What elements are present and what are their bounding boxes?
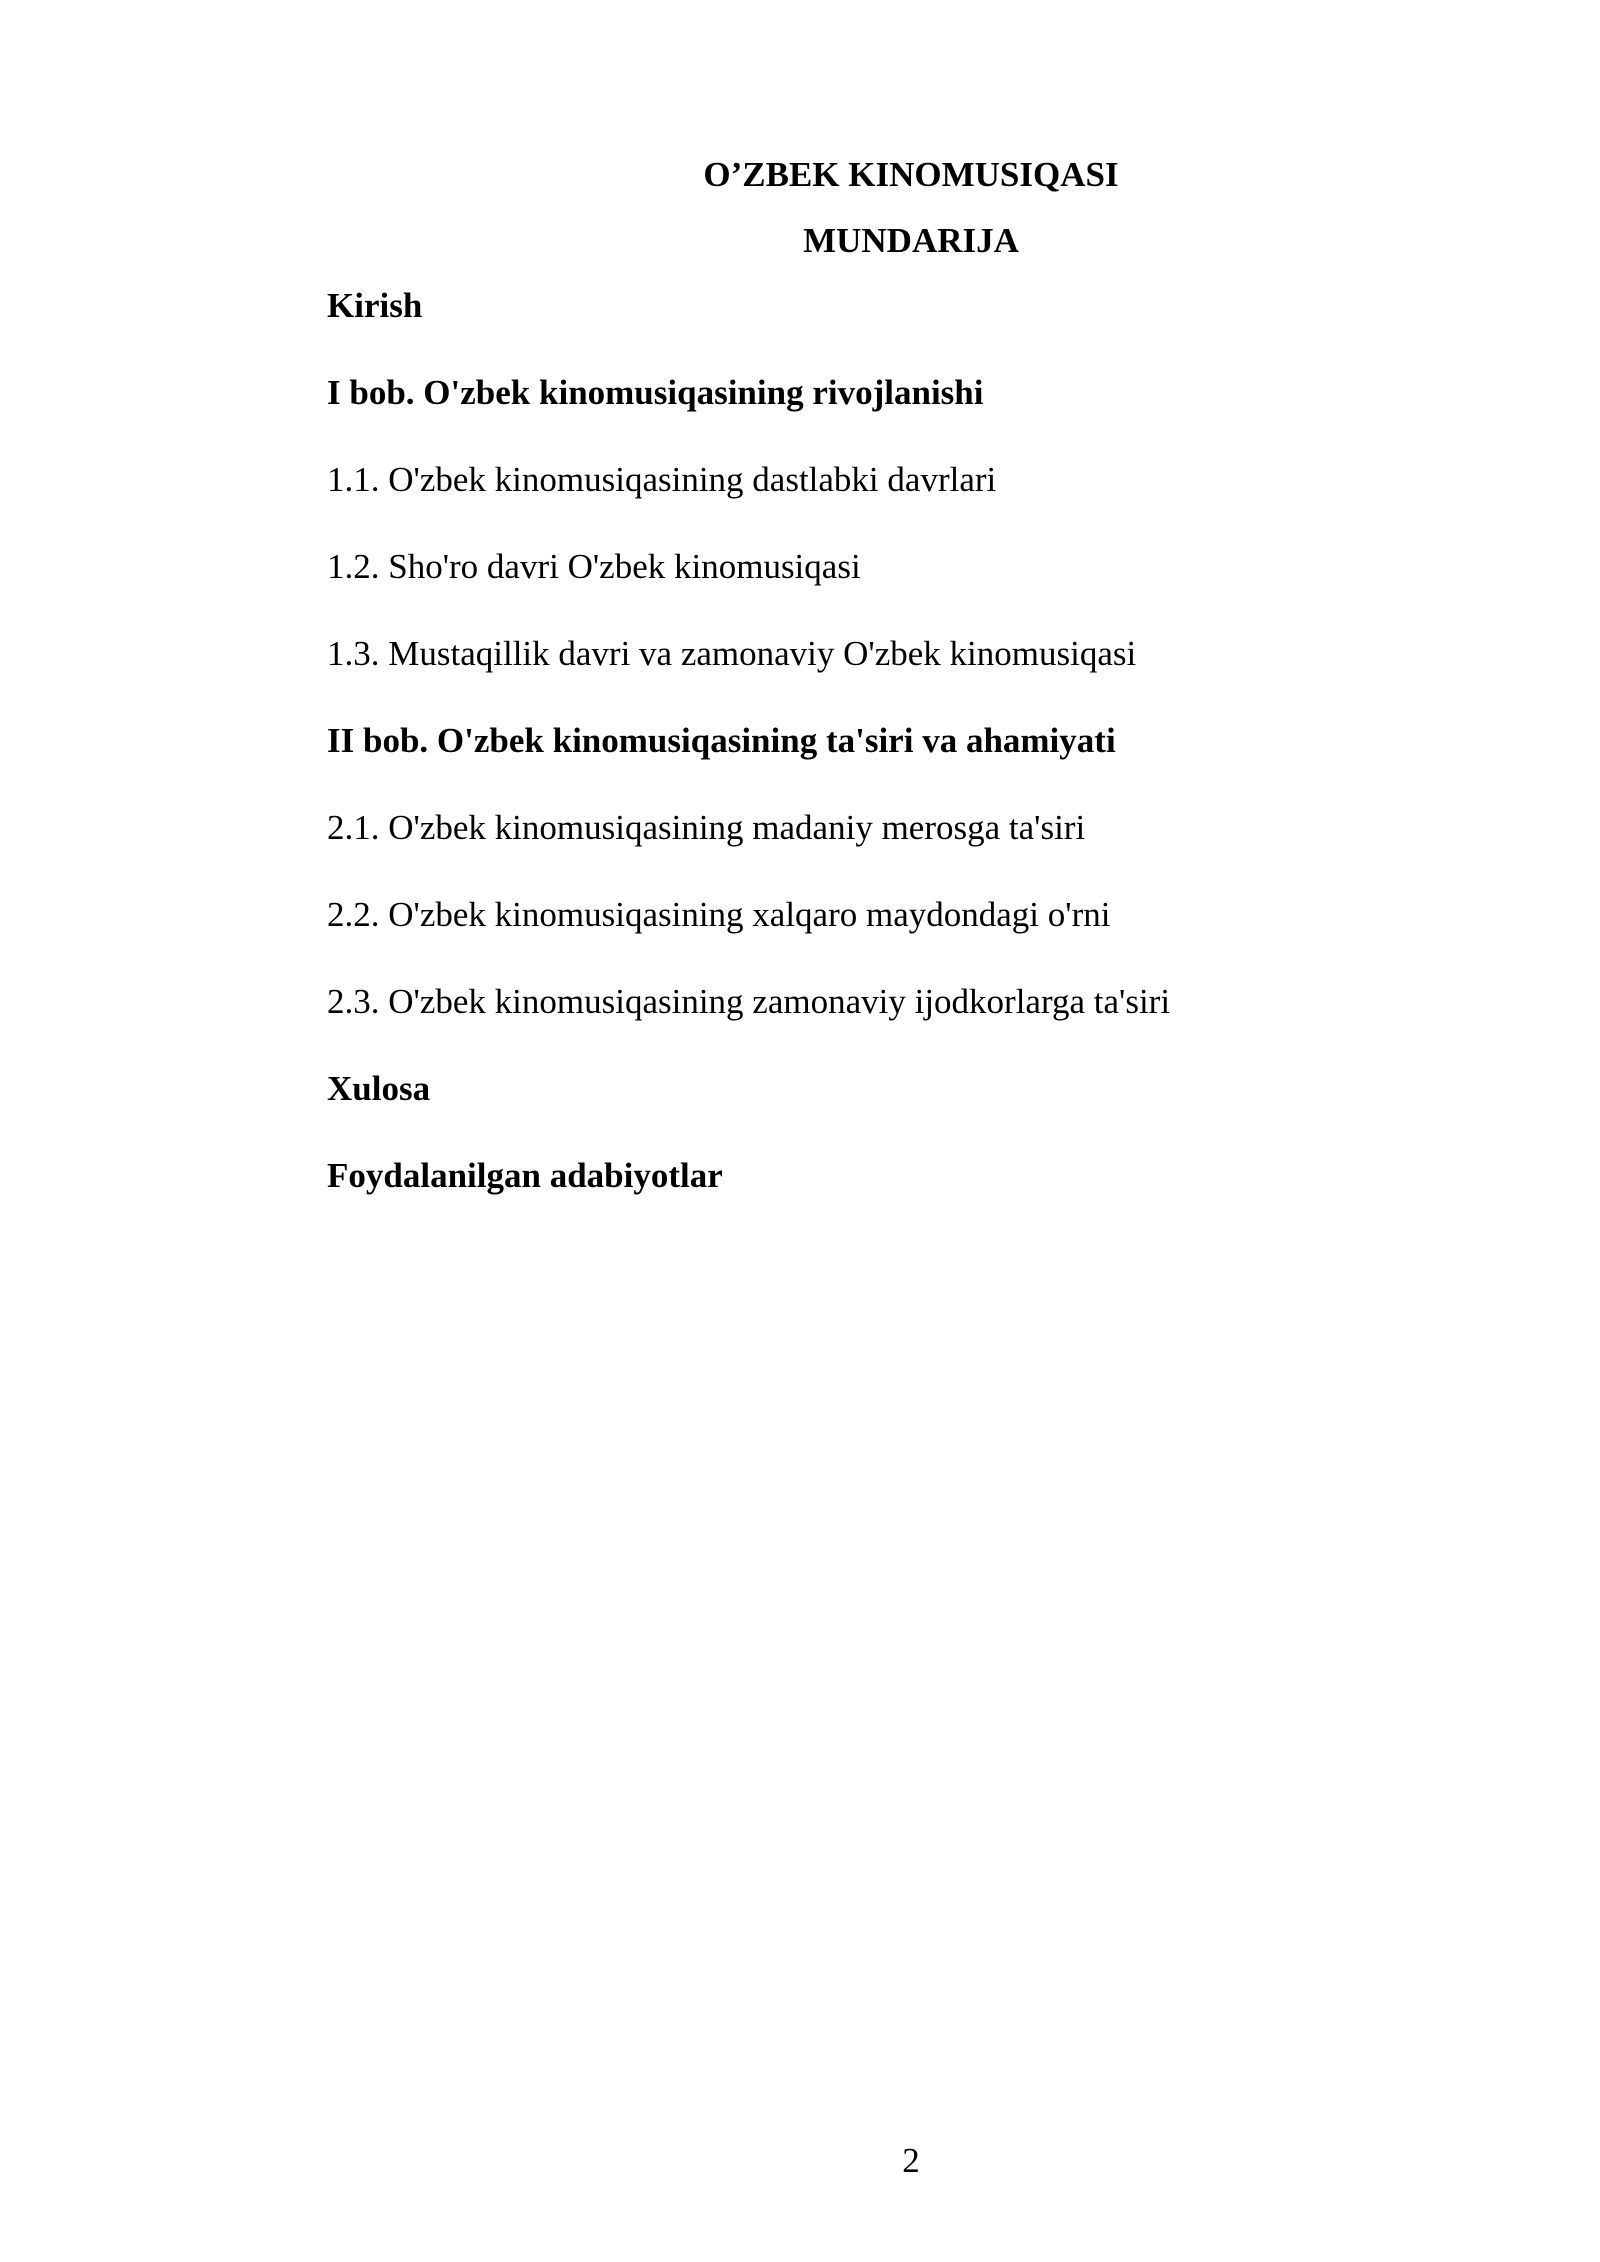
toc-item-introduction: Kirish — [327, 286, 423, 325]
toc-item-references: Foydalanilgan adabiyotlar — [327, 1156, 723, 1195]
toc-item-section-2-2: 2.2. O'zbek kinomusiqasining xalqaro maydondagi o'rni — [327, 895, 1111, 934]
toc-item-chapter-1: I bob. O'zbek kinomusiqasining rivojlanishi — [327, 373, 984, 412]
toc-item-section-2-1: 2.1. O'zbek kinomusiqasining madaniy merosga ta'siri — [327, 808, 1086, 847]
table-of-contents — [327, 286, 1170, 1243]
toc-item-chapter-2: II bob. O'zbek kinomusiqasining ta'siri va ahamiyati — [327, 721, 1116, 760]
toc-item-section-1-3: 1.3. Mustaqillik davri va zamonaviy O'zbek kinomusiqasi — [327, 634, 1137, 673]
page-number: 2 — [902, 2141, 920, 2180]
toc-item-conclusion: Xulosa — [327, 1069, 431, 1108]
toc-item-section-1-1: 1.1. O'zbek kinomusiqasining dastlabki davrlari — [327, 460, 997, 499]
document-title: O’ZBEK KINOMUSIQASI — [703, 155, 1119, 194]
table-of-contents-heading: MUNDARIJA — [803, 221, 1019, 260]
toc-item-section-2-3: 2.3. O'zbek kinomusiqasining zamonaviy ijodkorlarga ta'siri — [327, 982, 1171, 1021]
toc-item-section-1-2: 1.2. Sho'ro davri O'zbek kinomusiqasi — [327, 547, 861, 586]
